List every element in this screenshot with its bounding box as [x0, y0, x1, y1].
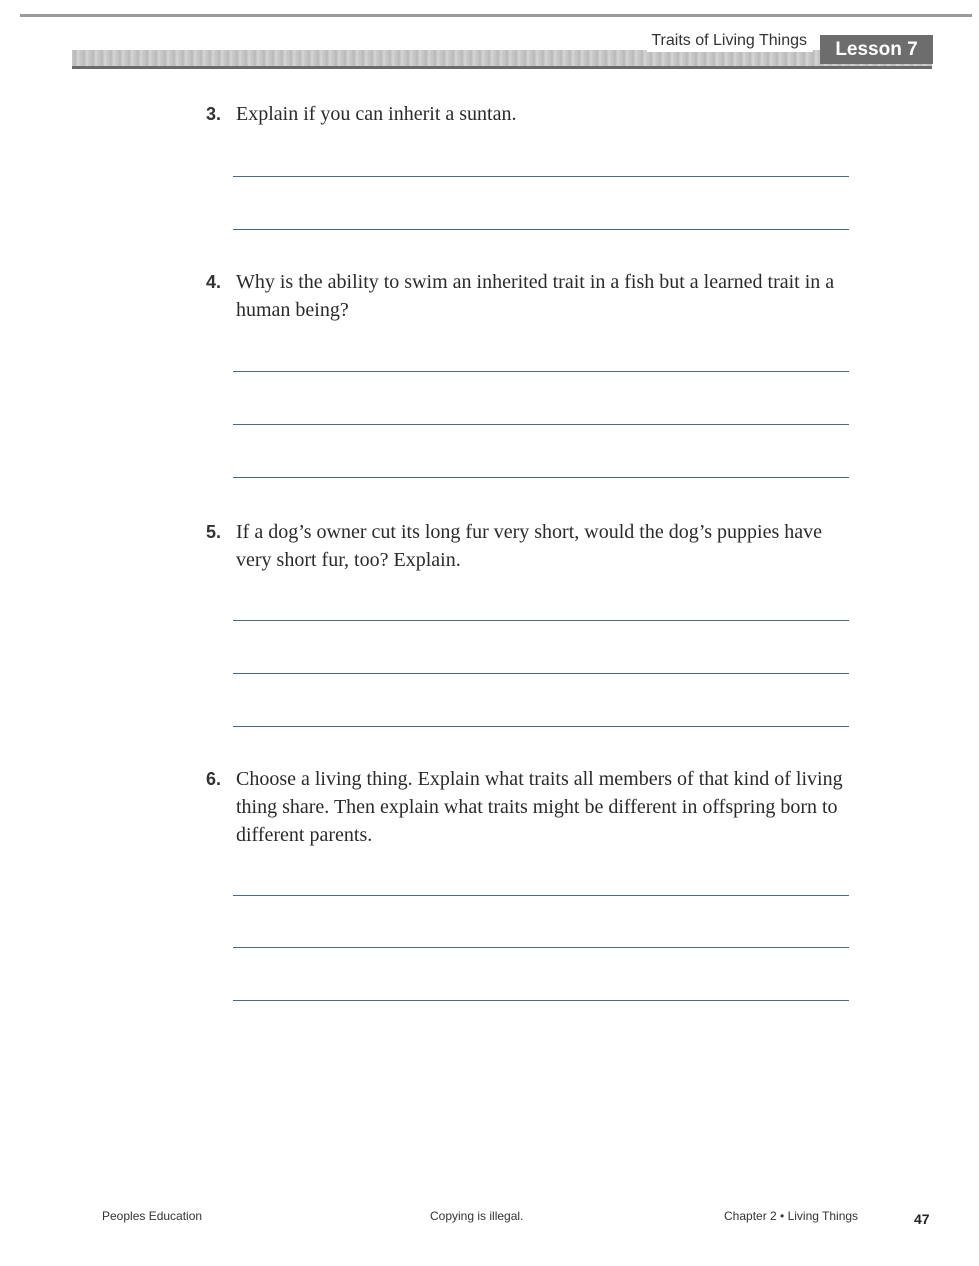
question-6 [206, 765, 856, 849]
question-4 [206, 268, 856, 324]
answer-line[interactable] [233, 620, 849, 621]
question-number: 5. [206, 522, 222, 542]
header-bar [72, 50, 932, 69]
question-text: Explain if you can inherit a suntan. [236, 103, 517, 125]
footer-notice: Copying is illegal. [430, 1209, 524, 1223]
question-number: 4. [206, 272, 222, 292]
page-number: 47 [914, 1211, 930, 1227]
question-3 [206, 100, 856, 128]
answer-line[interactable] [233, 673, 849, 674]
section-title: Traits of Living Things [647, 32, 813, 52]
answer-line[interactable] [233, 947, 849, 948]
question-number: 6. [206, 769, 222, 789]
answer-line[interactable] [233, 1000, 849, 1001]
answer-line[interactable] [233, 424, 849, 425]
question-text: If a dog’s owner cut its long fur very short, would the dog’s puppies have very short fur, too? Explain. [236, 521, 823, 571]
question-text: Why is the ability to swim an inherited trait in a fish but a learned trait in a human being? [236, 271, 835, 321]
question-5 [206, 518, 856, 574]
footer-publisher: Peoples Education [102, 1209, 203, 1223]
answer-line[interactable] [233, 895, 849, 896]
lesson-badge: Lesson 7 [820, 35, 933, 64]
answer-line[interactable] [233, 176, 849, 177]
question-number: 3. [206, 104, 222, 124]
answer-line[interactable] [233, 726, 849, 727]
top-rule [20, 14, 972, 17]
question-text: Choose a living thing. Explain what traits all members of that kind of living thing share. Then explain what traits might be different in offspring born to different parents. [236, 768, 843, 846]
answer-line[interactable] [233, 371, 849, 372]
answer-line[interactable] [233, 229, 849, 230]
answer-line[interactable] [233, 477, 849, 478]
footer-chapter: Chapter 2 • Living Things [724, 1209, 859, 1223]
